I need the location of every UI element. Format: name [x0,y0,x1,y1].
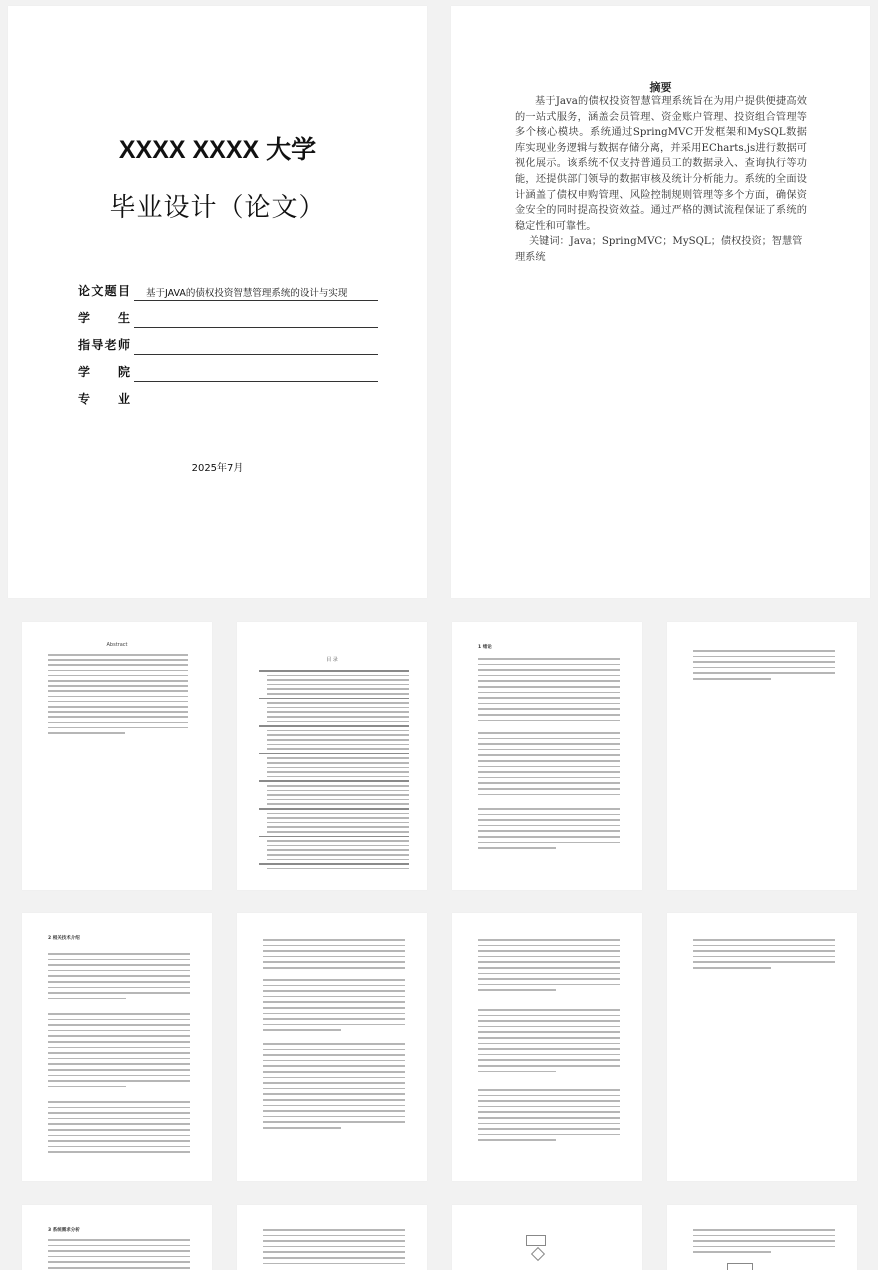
field-thesis-title [78,278,378,305]
text-line [267,684,409,686]
text-line [48,690,188,692]
text-line [693,1246,835,1248]
text-line [48,1135,190,1137]
text-line [693,956,835,958]
text-line [478,950,620,952]
thumbnail-toc[interactable] [237,622,427,890]
field-college [78,359,378,386]
thumbnail-chapter3-b[interactable] [237,1205,427,1270]
thumb-heading: 1 绪论 [478,645,492,650]
text-line [267,675,409,677]
text-line [48,1019,190,1021]
text-line [48,1024,190,1026]
text-line [478,708,620,710]
text-line [267,693,409,695]
text-line [478,945,620,947]
text-line [48,1041,190,1043]
text-line [48,1069,190,1071]
flowchart-decision [531,1247,545,1261]
text-line [263,1077,405,1079]
text-line [263,1246,405,1248]
text-line [263,985,405,987]
thumb-heading: 2 相关技术介绍 [48,936,80,941]
text-line [267,748,409,750]
text-line [263,961,405,963]
text-line [48,1063,190,1065]
text-line [263,950,405,952]
text-line [263,1127,341,1129]
underline [134,354,378,355]
text-line [48,1129,190,1131]
text-line [478,989,556,991]
text-line [263,1013,405,1015]
text-line [263,1229,405,1231]
text-line [263,1065,405,1067]
thumbnail-chapter3[interactable] [22,1205,212,1270]
text-line [478,1111,620,1113]
text-line [478,760,620,762]
text-line [478,967,620,969]
text-line [693,967,771,969]
text-line [48,1256,190,1258]
text-line [267,803,409,805]
text-line [48,975,190,977]
text-line [478,703,620,705]
underline [134,300,378,301]
field-student [78,305,378,332]
text-line [48,1151,190,1153]
text-line [263,939,405,941]
text-line [263,1251,405,1253]
text-line [478,692,620,694]
text-line [267,767,409,769]
abstract-keywords: 关键词：Java；SpringMVC；MySQL；债权投资；智慧管理系统 [515,236,803,263]
text-line [48,701,188,703]
text-line [48,1052,190,1054]
thumbnail-chapter3-d[interactable] [667,1205,857,1270]
text-line [478,1031,620,1033]
text-line [478,1089,620,1091]
text-line [478,1037,620,1039]
text-line [263,1054,405,1056]
text-line [478,720,620,722]
text-line [48,685,188,687]
text-line [478,984,620,986]
field-major [78,386,378,413]
text-line [48,1245,190,1247]
text-line [693,678,771,680]
text-line [267,826,409,828]
text-line [693,672,835,674]
text-line [478,664,620,666]
text-line [267,757,409,759]
text-line [478,1043,620,1045]
text-line [478,732,620,734]
cover-info-fields [78,278,378,413]
text-line [48,1239,190,1241]
text-line [478,1020,620,1022]
text-line [478,766,620,768]
text-line [478,1128,620,1130]
text-line [263,1257,405,1259]
text-line [263,1049,405,1051]
text-line [267,679,409,681]
text-line [48,1075,190,1077]
underline [134,381,378,382]
text-line [267,859,409,861]
text-line [478,788,620,790]
text-line [48,680,188,682]
text-line [263,1105,405,1107]
text-line [693,1235,835,1237]
text-line [478,697,620,699]
text-line [478,1059,620,1061]
text-line [48,664,188,666]
text-line [48,1118,190,1120]
text-line [267,822,409,824]
text-line [478,675,620,677]
text-line [478,749,620,751]
text-line [478,836,620,838]
text-line [48,992,190,994]
text-line [693,667,835,669]
text-line [478,1139,556,1141]
thumbnail-chapter1[interactable] [452,622,642,890]
field-label: 指导老师 [78,338,130,352]
text-line [267,711,409,713]
text-line [478,1100,620,1102]
text-line [267,790,409,792]
text-line [478,1134,620,1136]
text-line [478,738,620,740]
text-line [263,1007,405,1009]
text-line [48,970,190,972]
text-line [267,744,409,746]
university-name: XXXX XXXX 大学 [118,136,317,164]
text-line [267,849,409,851]
text-line [267,854,409,856]
text-line [478,808,620,810]
text-line [48,987,190,989]
text-line [693,961,835,963]
text-line [478,777,620,779]
text-line [478,794,620,796]
text-line [48,732,125,734]
thumb-heading: Abstract [106,642,128,648]
text-line [478,1009,620,1011]
text-line [693,950,835,952]
field-label: 专业 [78,392,130,406]
text-line [48,659,188,661]
thumb-heading: 3 系统需求分析 [48,1228,80,1233]
text-line [263,1121,405,1123]
text-line [267,730,409,732]
abstract-page [451,6,870,598]
text-line [478,669,620,671]
text-line [478,842,620,844]
text-line [263,1235,405,1237]
text-line [259,836,409,838]
text-line [48,1146,190,1148]
thumbnail-chapter2[interactable] [22,913,212,1181]
text-line [267,771,409,773]
text-line [263,990,405,992]
text-line [478,956,620,958]
text-line [478,1065,620,1067]
text-line [48,722,188,724]
text-line [267,840,409,842]
thumbnail-chapter1-cont[interactable] [667,622,857,890]
text-line [263,1093,405,1095]
text-line [478,847,556,849]
text-line [48,964,190,966]
text-line [478,1026,620,1028]
text-line [48,1101,190,1103]
text-line [478,714,620,716]
text-line [263,996,405,998]
text-line [48,675,188,677]
text-line [478,1054,620,1056]
text-line [263,1263,405,1265]
text-line [263,1116,405,1118]
thumb-heading: 目 录 [326,657,338,663]
text-line [478,939,620,941]
text-line [263,1024,405,1026]
text-line [48,670,188,672]
text-line [478,978,620,980]
cover-page [8,6,427,598]
thumbnail-chapter2-c[interactable] [452,913,642,1181]
text-line [48,1058,190,1060]
text-line [259,698,409,700]
text-line [48,727,188,729]
text-line [693,939,835,941]
text-line [259,670,409,672]
text-line [259,863,409,865]
text-line [267,739,409,741]
text-line [48,706,188,708]
text-line [263,1001,405,1003]
text-line [267,707,409,709]
text-line [48,1112,190,1114]
abstract-body: 基于Java的债权投资智慧管理系统旨在为用户提供便捷高效的一站式服务，涵盖会员管理、资金账户管理、投资组合管理等多个核心模块。系统通过SpringMVC开发框架和MySQL数据库实现业务逻辑与数据存储分离，并采用ECharts.js进行数据可视化展示。该系统不仅支持普通员工的数据录入、查询执行等功能，还提供部门领导的数据审核及统计分析能力。系统的全面设计涵盖了债权申购管理、风险控制规则管理等多个方面，确保资金安全的同时提高投资效益。通过严格的测试流程保证了系统的稳定性和可靠性。 [515,96,807,232]
text-line [693,1240,835,1242]
text-line [48,1035,190,1037]
text-line [48,959,190,961]
text-line [693,650,835,652]
text-line [478,743,620,745]
text-line [267,868,409,870]
thesis-type-title: 毕业设计（论文） [109,193,326,223]
text-line [263,1060,405,1062]
text-line [478,771,620,773]
text-line [693,1229,835,1231]
text-line [267,799,409,801]
text-line [267,716,409,718]
text-line [267,785,409,787]
text-line [478,1106,620,1108]
text-line [48,981,190,983]
text-line [48,1267,190,1269]
flowchart-box [526,1235,546,1246]
flowchart-box [727,1263,753,1270]
text-line [478,814,620,816]
text-line [263,945,405,947]
text-line [478,680,620,682]
text-line [478,754,620,756]
text-line [478,782,620,784]
text-line [478,973,620,975]
text-line [267,721,409,723]
text-line [478,961,620,963]
text-line [267,817,409,819]
text-line [48,1123,190,1125]
field-label: 论文题目 [78,284,130,298]
text-line [263,1082,405,1084]
text-line [263,1099,405,1101]
text-line [48,654,188,656]
text-line [267,831,409,833]
text-line [48,1107,190,1109]
text-line [259,780,409,782]
text-line [478,1123,620,1125]
text-line [48,953,190,955]
text-line [478,1071,556,1073]
abstract-heading: 摘要 [649,81,672,94]
text-line [48,1047,190,1049]
text-line [48,1086,126,1088]
thumbnail-abstract-en[interactable] [22,622,212,890]
text-line [48,998,126,1000]
text-line [478,1015,620,1017]
text-line [263,979,405,981]
text-line [693,1251,771,1253]
text-line [478,686,620,688]
text-line [478,1095,620,1097]
field-value: 基于JAVA的债权投资智慧管理系统的设计与实现 [146,288,348,299]
text-line [478,825,620,827]
cover-date: 2025年7月 [191,463,244,474]
text-line [478,1117,620,1119]
text-line [693,661,835,663]
text-line [48,1261,190,1263]
text-line [48,696,188,698]
text-line [48,711,188,713]
text-line [263,967,405,969]
text-line [478,830,620,832]
text-line [259,808,409,810]
text-line [267,734,409,736]
text-line [263,1043,405,1045]
text-line [48,716,188,718]
text-line [263,1240,405,1242]
text-line [263,1029,341,1031]
field-advisor [78,332,378,359]
text-line [48,1080,190,1082]
text-line [259,753,409,755]
text-line [259,725,409,727]
text-line [267,845,409,847]
text-line [267,813,409,815]
text-line [263,1110,405,1112]
text-line [693,656,835,658]
text-line [263,1018,405,1020]
text-line [267,688,409,690]
text-line [263,1088,405,1090]
field-label: 学院 [78,365,130,379]
text-line [263,1071,405,1073]
text-line [267,762,409,764]
text-line [267,776,409,778]
text-line [478,819,620,821]
text-line [267,794,409,796]
field-label: 学生 [78,311,130,325]
thumbnail-chapter3-flow[interactable] [452,1205,642,1270]
text-line [478,658,620,660]
text-line [48,1030,190,1032]
text-line [267,702,409,704]
text-line [263,956,405,958]
text-line [48,1250,190,1252]
thumbnail-chapter2-b[interactable] [237,913,427,1181]
text-line [478,1048,620,1050]
thumbnail-chapter2-d[interactable] [667,913,857,1181]
text-line [48,1140,190,1142]
underline [134,327,378,328]
text-line [48,1013,190,1015]
text-line [693,945,835,947]
